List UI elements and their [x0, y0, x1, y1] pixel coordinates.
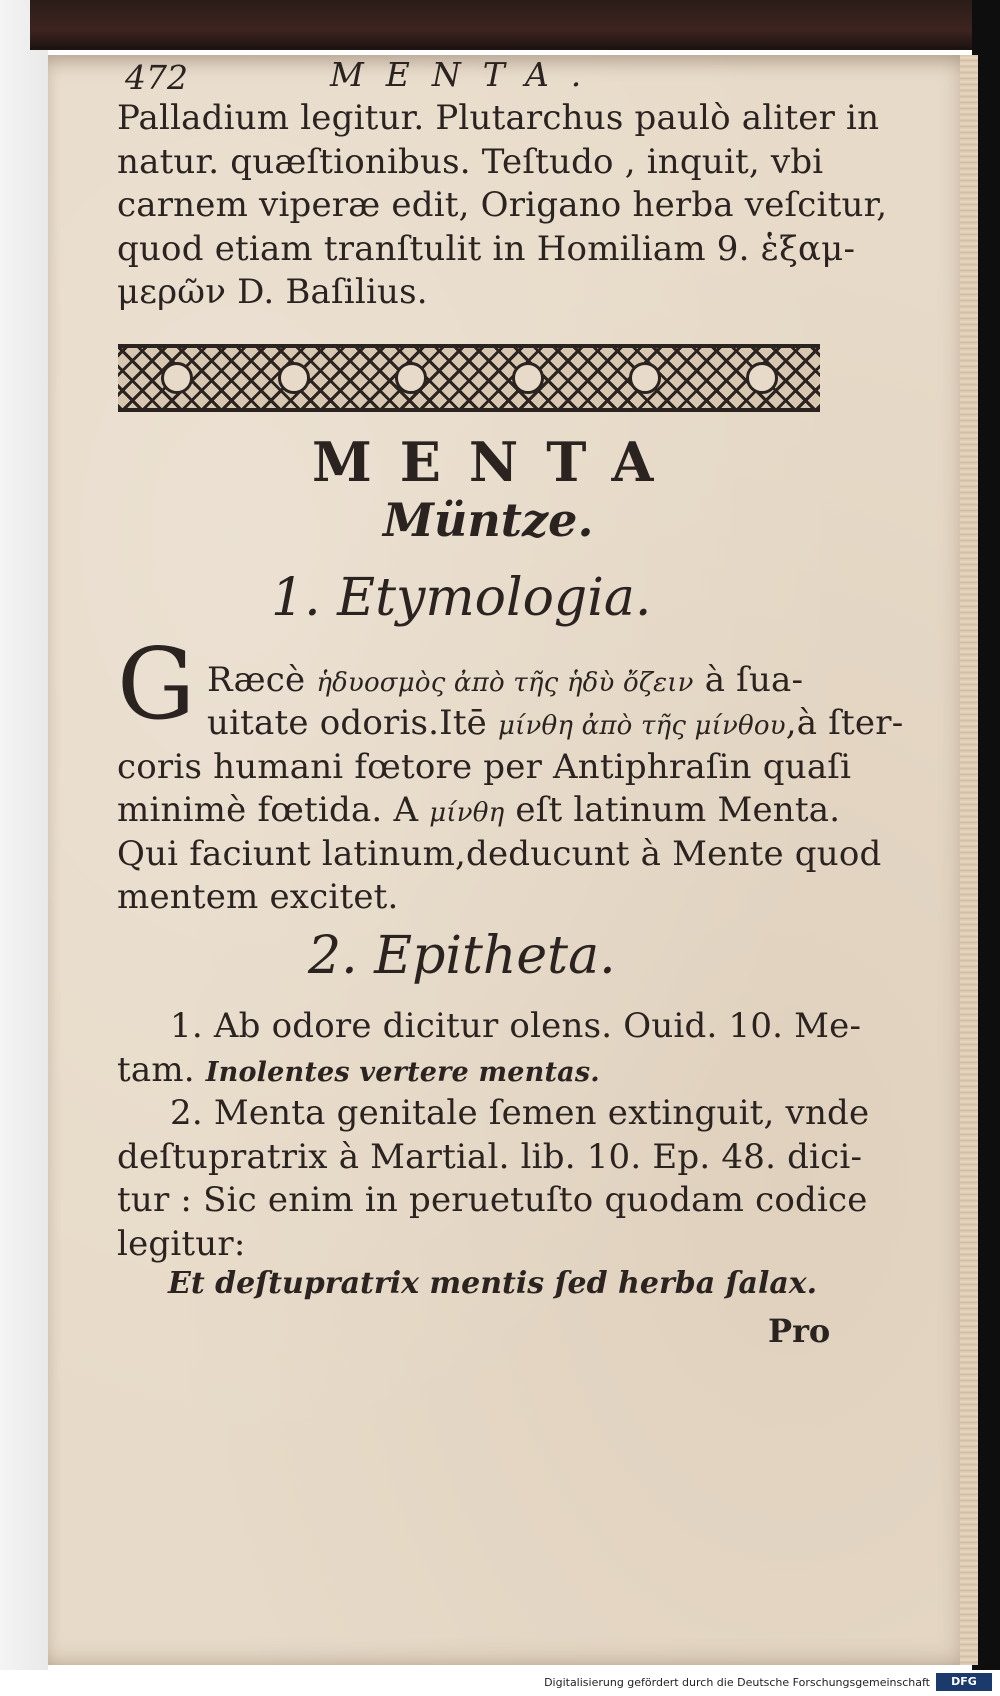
etymology-text: minimè fœtida. A: [117, 790, 430, 830]
ornament-rosette-icon: [512, 362, 544, 394]
etymology-text: ,à ſter-: [785, 703, 904, 743]
epitheta-line: legitur:: [117, 1224, 246, 1264]
catchword: Pro: [768, 1312, 831, 1350]
epitheta-line: tur : Sic enim in peruetuſto quodam codice: [117, 1180, 868, 1220]
ornament-rosette-icon: [746, 362, 778, 394]
etymology-heading: 1. Etymologia.: [271, 568, 652, 628]
german-title: Müntze.: [383, 493, 594, 547]
greek-text: ἡδυοσμὸς ἀπὸ τῆς ἡδὺ ὄζειν: [316, 668, 694, 698]
etymology-line: [117, 790, 840, 830]
epitheta-line: deſtupratrix à Martial. lib. 10. Ep. 48. dici-: [117, 1137, 863, 1177]
epitheta-line: 1. Ab odore dicitur olens. Ouid. 10. Me-: [170, 1006, 862, 1046]
epitheta-line: 2. Menta genitale ſemen extinguit, vnde: [170, 1093, 870, 1133]
verse-quotation: Et deſtupratrix mentis ſed herba ſalax.: [168, 1266, 818, 1301]
etymology-line: [207, 703, 903, 743]
epitheta-heading: 2. Epitheta.: [308, 926, 616, 986]
etymology-line: Qui faciunt latinum,deducunt à Mente quod: [117, 834, 882, 874]
section-title: MENTA: [312, 430, 682, 494]
epitheta-text: tam.: [117, 1050, 206, 1090]
greek-text: μίνθη: [429, 798, 505, 828]
etymology-line: [207, 660, 803, 700]
epitheta-line: [117, 1050, 600, 1090]
etymology-line: coris humani fœtore per Antiphraſin quaſi: [117, 747, 852, 787]
running-title: MENTA.: [330, 55, 604, 94]
book-top-edge: [30, 0, 1000, 50]
ornament-rosette-icon: [161, 362, 193, 394]
page-fore-edge: [960, 55, 978, 1665]
ornament-rosette-icon: [278, 362, 310, 394]
quotation-text: Inolentes vertere mentas.: [205, 1057, 600, 1088]
drop-capital: G: [117, 628, 196, 742]
top-paragraph-line: μερῶν D. Baſilius.: [117, 272, 428, 312]
top-paragraph-line: carnem viperæ edit, Origano herba veſcitur,: [117, 185, 888, 225]
scan-left-margin: [0, 0, 48, 1670]
top-paragraph-line: natur. quæſtionibus. Teſtudo , inquit, vbi: [117, 142, 824, 182]
ornament-rosette-icon: [395, 362, 427, 394]
greek-text: μίνθη ἀπὸ τῆς μίνθου: [498, 711, 786, 741]
page-number: 472: [125, 58, 188, 97]
etymology-text: à ſua-: [693, 660, 804, 700]
top-paragraph-line: Palladium legitur. Plutarchus paulò aliter in: [117, 98, 880, 138]
ornamental-headpiece: [118, 344, 820, 412]
ornament-rosette-icon: [629, 362, 661, 394]
dfg-logo: DFG: [936, 1673, 992, 1691]
etymology-text: Ræcè: [207, 660, 317, 700]
etymology-text: eſt latinum Menta.: [504, 790, 841, 830]
footer-credit: Digitalisierung gefördert durch die Deutsche Forschungsgemeinschaft: [544, 1676, 930, 1689]
etymology-text: uitate odoris.Itē: [207, 703, 499, 743]
top-paragraph-line: quod etiam tranſtulit in Homiliam 9. ἑξαμ-: [117, 229, 856, 269]
etymology-line: mentem excitet.: [117, 877, 399, 917]
digitization-footer: [0, 1670, 1000, 1696]
